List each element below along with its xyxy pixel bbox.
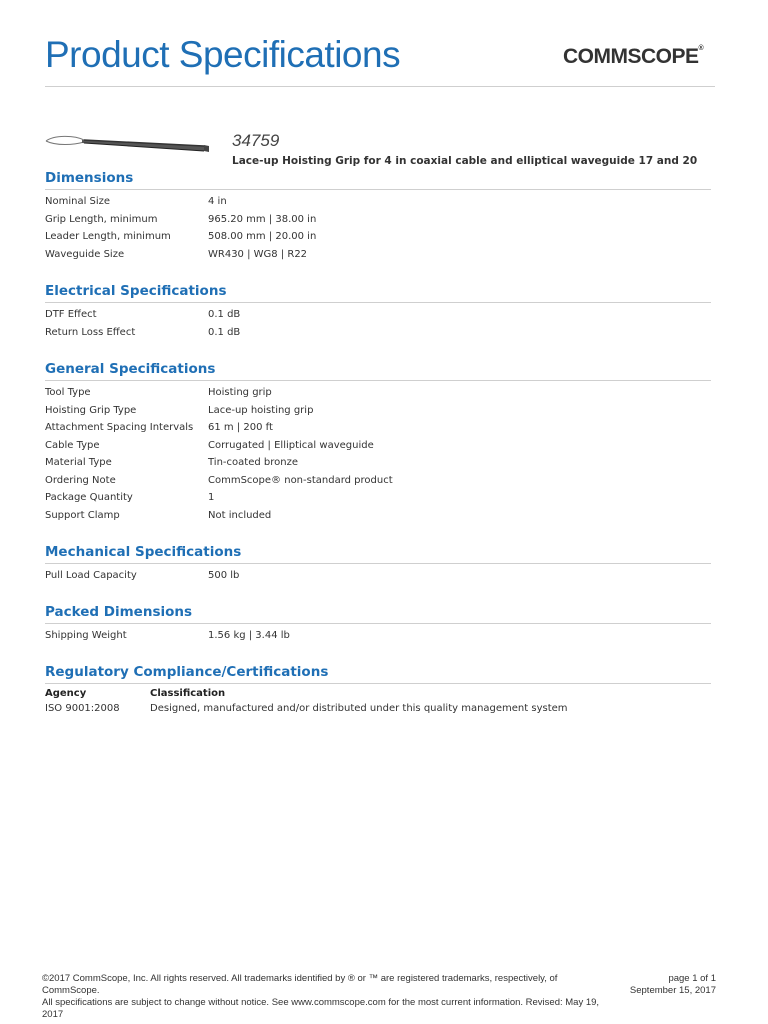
- section-title: Electrical Specifications: [45, 283, 227, 299]
- footer-page-info: [630, 973, 716, 997]
- spec-value: Lace-up hoisting grip: [208, 404, 314, 416]
- spec-value: Tin-coated bronze: [208, 457, 298, 468]
- page-title: Product Specifications: [45, 34, 401, 75]
- classification-value: Designed, manufactured and/or distributed under this quality management system: [150, 703, 568, 714]
- spec-label: Waveguide Size: [45, 248, 125, 260]
- spec-value: 1.56 kg | 3.44 lb: [208, 630, 290, 641]
- logo-text: COMMSCOPE: [563, 45, 699, 68]
- spec-row: [45, 472, 711, 490]
- section-title: Dimensions: [45, 170, 134, 186]
- section-divider: [45, 623, 711, 624]
- spec-row: [45, 246, 711, 264]
- footer-disclaimer: All specifications are subject to change without notice. See www.commscope.com for the most current information. Revised: May 19, 2017: [42, 997, 600, 1020]
- spec-row: [45, 324, 711, 342]
- spec-label: Grip Length, minimum: [45, 213, 158, 225]
- spec-value: WR430 | WG8 | R22: [208, 248, 308, 260]
- section-divider: [45, 380, 711, 381]
- print-date: September 15, 2017: [629, 985, 716, 996]
- spec-value: 61 m | 200 ft: [208, 422, 273, 433]
- spec-value: Corrugated | Elliptical waveguide: [208, 439, 374, 451]
- spec-row: [45, 507, 711, 525]
- spec-value: 0.1 dB: [208, 326, 241, 338]
- spec-value: Hoisting grip: [208, 387, 272, 398]
- spec-value: Not included: [208, 509, 272, 521]
- spec-label: Shipping Weight: [45, 630, 127, 641]
- hoisting-grip-image: [44, 132, 210, 154]
- spec-row: [45, 567, 711, 585]
- spec-label: Material Type: [45, 457, 112, 468]
- spec-label: Ordering Note: [45, 474, 116, 486]
- spec-value: 965.20 mm | 38.00 in: [208, 213, 317, 225]
- regulatory-header-row: [45, 687, 711, 701]
- spec-label: Tool Type: [45, 387, 91, 398]
- spec-label: DTF Effect: [45, 309, 97, 320]
- footer-copyright: ©2017 CommScope, Inc. All rights reserved. All trademarks identified by ® or ™ are registered trademarks, respectively, of CommScope.: [42, 973, 558, 996]
- spec-value: CommScope® non-standard product: [208, 474, 393, 486]
- spec-label: Return Loss Effect: [45, 326, 136, 338]
- spec-label: Support Clamp: [45, 509, 120, 521]
- spec-label: Pull Load Capacity: [45, 570, 137, 581]
- dimensions-section: [45, 169, 711, 263]
- section-divider: [45, 563, 711, 564]
- product-number: 34759: [232, 131, 280, 150]
- spec-row: [45, 437, 711, 455]
- page-number: page 1 of 1: [668, 973, 716, 984]
- spec-row: [45, 193, 711, 211]
- agency-column-header: Agency: [45, 688, 87, 699]
- logo-mark: ®: [698, 45, 704, 52]
- spec-value: 0.1 dB: [208, 309, 241, 320]
- agency-value: ISO 9001:2008: [45, 703, 120, 714]
- spec-row: [45, 402, 711, 420]
- spec-label: Leader Length, minimum: [45, 231, 171, 242]
- spec-row: [45, 384, 711, 402]
- section-divider: [45, 302, 711, 303]
- spec-value: 4 in: [208, 196, 227, 207]
- commscope-logo: [563, 45, 703, 69]
- spec-label: Nominal Size: [45, 196, 111, 207]
- spec-value: 500 lb: [208, 570, 240, 581]
- spec-row: [45, 228, 711, 246]
- spec-label: Hoisting Grip Type: [45, 404, 137, 416]
- spec-row: [45, 627, 711, 645]
- general-section: [45, 360, 711, 524]
- electrical-section: [45, 282, 711, 341]
- regulatory-row: [45, 701, 711, 716]
- spec-row: [45, 211, 711, 229]
- spec-row: [45, 489, 711, 507]
- spec-value: 508.00 mm | 20.00 in: [208, 231, 317, 242]
- spec-value: 1: [208, 492, 215, 503]
- spec-row: [45, 454, 711, 472]
- section-title: Packed Dimensions: [45, 604, 193, 620]
- spec-label: Cable Type: [45, 439, 100, 451]
- spec-label: Attachment Spacing Intervals: [45, 422, 194, 433]
- section-title: General Specifications: [45, 361, 216, 377]
- spec-row: [45, 419, 711, 437]
- spec-row: [45, 306, 711, 324]
- footer-legal: [42, 973, 602, 1021]
- header-divider: [45, 86, 715, 87]
- product-description: Lace-up Hoisting Grip for 4 in coaxial cable and elliptical waveguide 17 and 20: [232, 155, 698, 167]
- section-title: Mechanical Specifications: [45, 544, 242, 560]
- regulatory-section: [45, 663, 711, 716]
- mechanical-section: [45, 543, 711, 585]
- classification-column-header: Classification: [150, 688, 226, 699]
- packed-dimensions-section: [45, 603, 711, 645]
- section-divider: [45, 683, 711, 684]
- section-divider: [45, 189, 711, 190]
- spec-label: Package Quantity: [45, 492, 133, 503]
- section-title: Regulatory Compliance/Certifications: [45, 664, 329, 680]
